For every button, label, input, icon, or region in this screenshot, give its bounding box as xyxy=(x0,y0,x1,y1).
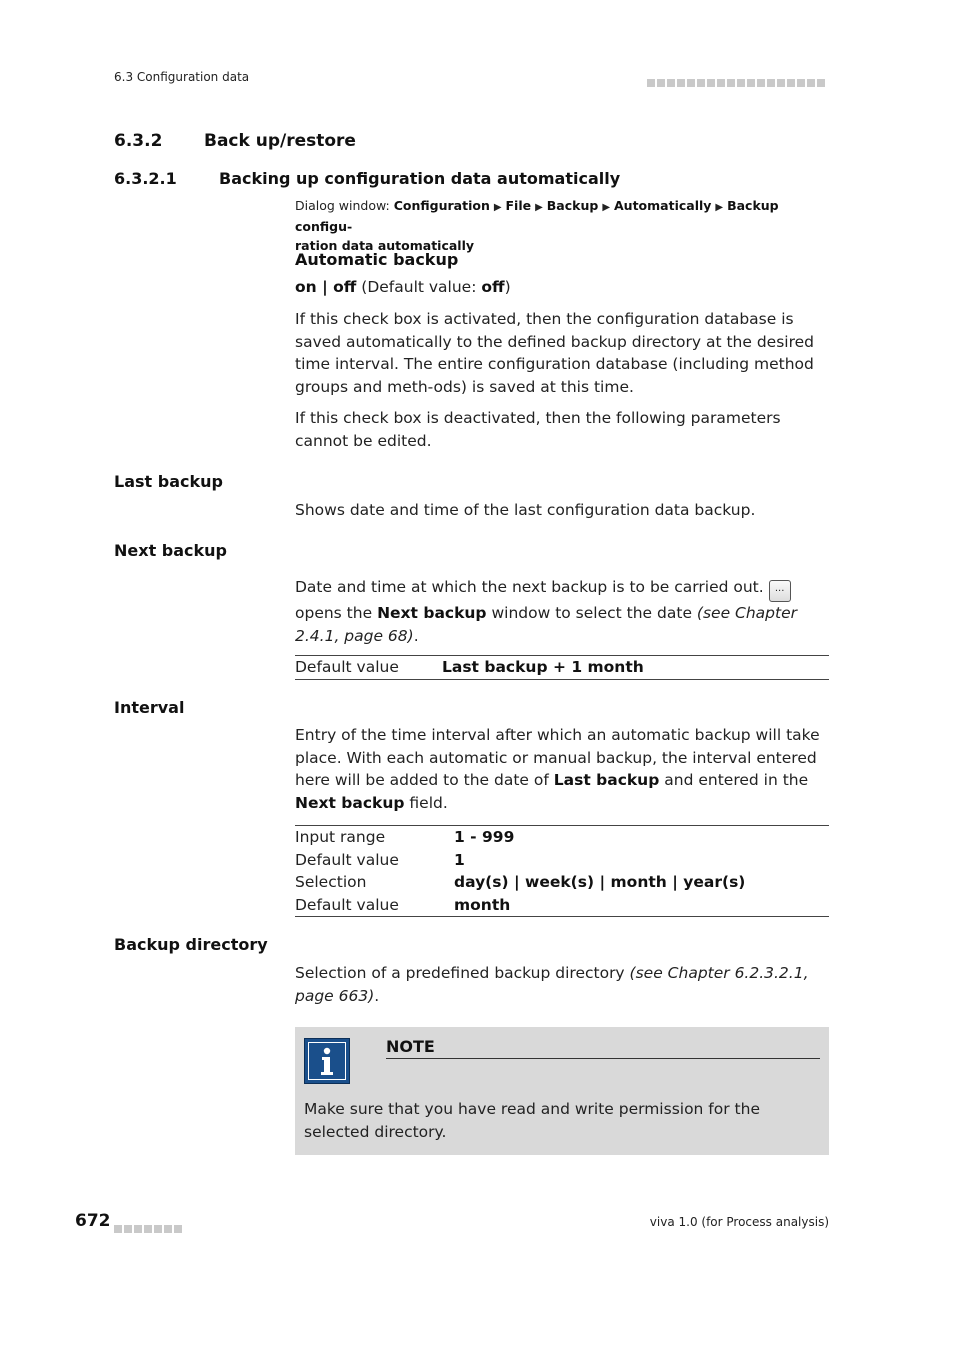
chapter-reference-link[interactable]: (see Chapter 2.4.1, page 68) xyxy=(295,604,797,645)
table-row xyxy=(295,826,829,849)
header-dots-decoration xyxy=(647,72,827,91)
page-number: 672 xyxy=(75,1211,111,1231)
ellipsis-button-icon: ... xyxy=(769,580,791,602)
table-key: Selection xyxy=(295,873,367,891)
desc-bold: Next backup xyxy=(377,604,487,622)
table-row xyxy=(295,871,829,894)
product-name: viva 1.0 (for Process analysis) xyxy=(649,1215,829,1229)
desc-text: Date and time at which the next backup is to be carried out. xyxy=(295,578,764,596)
dialog-path-item: Configuration xyxy=(393,198,490,213)
dialog-path-item: File xyxy=(505,198,532,213)
note-box xyxy=(295,1027,829,1155)
default-suffix: ) xyxy=(504,278,511,296)
last-backup-label: Last backup xyxy=(114,472,223,491)
subsection-heading xyxy=(114,169,620,188)
desc-text: opens the xyxy=(295,604,378,622)
dialog-path-item: Backup configu- xyxy=(295,198,779,234)
table-value: month xyxy=(454,895,511,914)
default-prefix: (Default value: xyxy=(356,278,482,296)
path-separator-icon: ▶ xyxy=(493,202,502,213)
path-separator-icon: ▶ xyxy=(715,202,724,213)
section-title: Back up/restore xyxy=(204,131,356,151)
desc-text: Entry of the time interval after which an automatic backup will take place. With each automatic or manual backup, the interval entered here will be added to the date of xyxy=(295,726,820,789)
automatic-backup-description: If this check box is activated, then the configuration database is saved automatically to the defined backup directory at the desired time interval. The entire configuration database (including method groups and meth-ods) is saved at this time. xyxy=(295,310,815,396)
interval-label: Interval xyxy=(114,698,185,717)
dialog-path-item: Backup xyxy=(546,198,599,213)
table-row xyxy=(295,849,829,872)
next-backup-description xyxy=(295,576,829,647)
subsection-number: 6.3.2.1 xyxy=(114,169,177,188)
table-value: day(s) | week(s) | month | year(s) xyxy=(454,873,746,891)
footer-dots-decoration xyxy=(114,1218,184,1237)
last-backup-description: Shows date and time of the last configuration data backup. xyxy=(295,501,756,519)
values-options: on | off xyxy=(295,278,357,296)
dialog-path-item: ration data automatically xyxy=(295,238,475,253)
next-backup-label: Next backup xyxy=(114,541,227,560)
desc-text: Selection of a predefined backup directory xyxy=(295,964,630,982)
table-key: Default value xyxy=(295,658,399,676)
automatic-backup-values xyxy=(295,276,829,299)
desc-text: window to select the date xyxy=(486,604,697,622)
path-separator-icon: ▶ xyxy=(602,202,611,213)
backup-directory-description xyxy=(295,962,829,1007)
table-row xyxy=(295,894,829,917)
automatic-backup-title: Automatic backup xyxy=(295,250,459,269)
dialog-path-item: Automatically xyxy=(614,198,712,213)
section-number: 6.3.2 xyxy=(114,131,163,151)
next-backup-table xyxy=(295,655,829,680)
interval-table xyxy=(295,825,829,917)
running-header: 6.3 Configuration data xyxy=(114,70,250,84)
table-row xyxy=(295,656,829,679)
automatic-backup-note: If this check box is deactivated, then the following parameters cannot be edited. xyxy=(295,409,781,450)
dialog-path xyxy=(295,196,829,255)
note-text: Make sure that you have read and write permission for the selected directory. xyxy=(304,1100,760,1141)
desc-bold: Last backup xyxy=(553,771,660,789)
desc-bold: Next backup xyxy=(295,793,405,812)
subsection-title: Backing up configuration data automatically xyxy=(219,169,621,188)
default-value: off xyxy=(481,278,505,296)
table-value: Last backup + 1 month xyxy=(442,658,644,676)
desc-text: . xyxy=(413,626,419,645)
desc-text: field. xyxy=(404,793,448,812)
desc-text: and entered in the xyxy=(659,771,809,789)
backup-directory-label: Backup directory xyxy=(114,935,268,954)
table-value: 1 - 999 xyxy=(454,828,515,846)
desc-text: . xyxy=(374,986,380,1005)
note-title: NOTE xyxy=(386,1037,820,1059)
section-heading xyxy=(114,131,356,151)
table-value: 1 xyxy=(454,850,465,869)
table-key: Default value xyxy=(295,895,399,914)
interval-description xyxy=(295,724,829,814)
dialog-path-prefix: Dialog window: xyxy=(295,198,394,213)
table-key: Default value xyxy=(295,850,399,869)
path-separator-icon: ▶ xyxy=(535,202,543,213)
table-key: Input range xyxy=(295,828,386,846)
info-icon xyxy=(304,1038,350,1084)
chapter-reference-link[interactable]: (see Chapter 6.2.3.2.1, page 663) xyxy=(295,964,809,1005)
